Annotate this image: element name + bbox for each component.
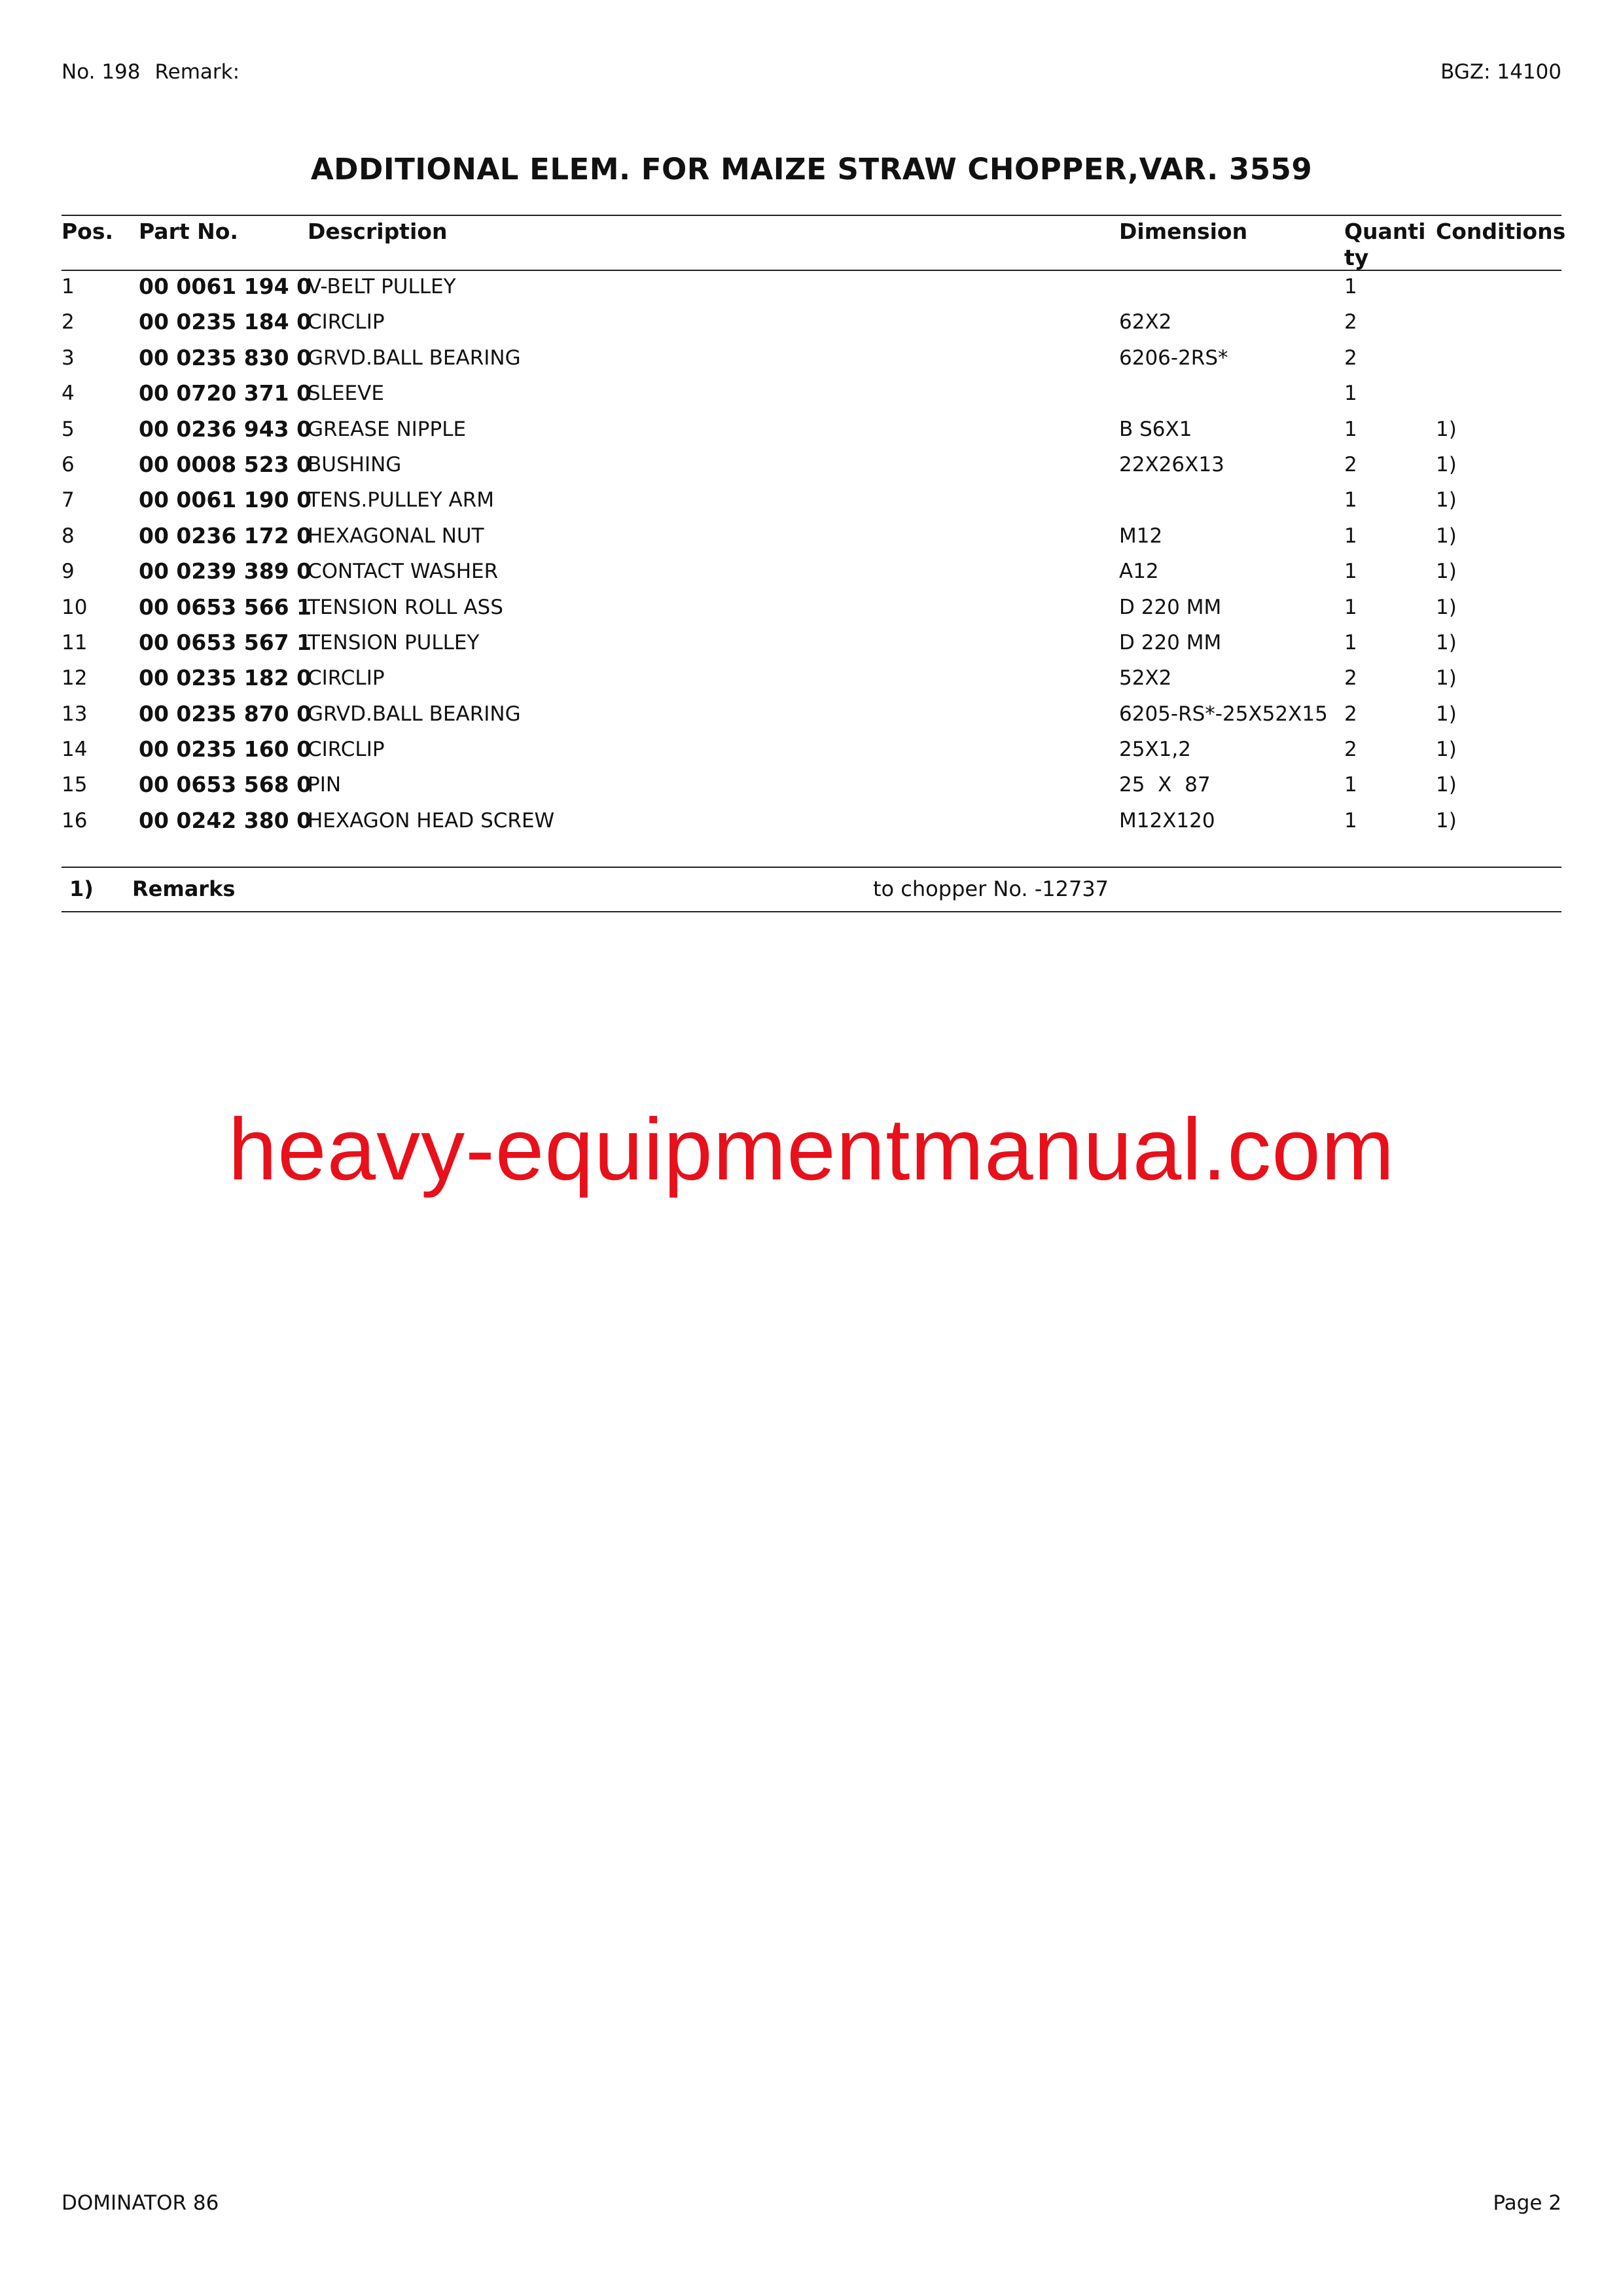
- cell-description: GRVD.BALL BEARING: [308, 702, 521, 726]
- table-row: [62, 627, 1561, 662]
- cell-part-no: 00 0653 568 0: [139, 772, 312, 798]
- cell-conditions: 1): [1436, 452, 1457, 476]
- table-row: [62, 414, 1561, 449]
- cell-description: GREASE NIPPLE: [308, 417, 467, 441]
- cell-description: CONTACT WASHER: [308, 560, 499, 584]
- cell-quantity: 2: [1344, 310, 1357, 334]
- table-row: [62, 484, 1561, 520]
- cell-conditions: 1): [1436, 773, 1457, 797]
- cell-conditions: 1): [1436, 417, 1457, 441]
- table-row: [62, 769, 1561, 804]
- cell-part-no: 00 0720 371 0: [139, 380, 312, 406]
- cell-description: CIRCLIP: [308, 666, 385, 691]
- cell-quantity: 2: [1344, 666, 1357, 691]
- cell-conditions: 1): [1436, 630, 1457, 655]
- cell-quantity: 2: [1344, 702, 1357, 726]
- cell-pos: 2: [62, 310, 75, 334]
- cell-quantity: 1: [1344, 417, 1357, 441]
- cell-part-no: 00 0653 567 1: [139, 629, 312, 655]
- cell-pos: 9: [62, 560, 75, 584]
- cell-pos: 6: [62, 452, 75, 476]
- cell-description: HEXAGON HEAD SCREW: [308, 808, 555, 833]
- cell-description: CIRCLIP: [308, 738, 385, 762]
- table-row: [62, 449, 1561, 484]
- cell-pos: 3: [62, 346, 75, 370]
- cell-description: V-BELT PULLEY: [308, 275, 456, 298]
- document-number: No. 198: [62, 60, 141, 84]
- table-row: [62, 556, 1561, 591]
- col-header-dimension: Dimension: [1119, 219, 1248, 244]
- cell-pos: 1: [62, 275, 75, 298]
- cell-conditions: 1): [1436, 488, 1457, 512]
- cell-part-no: 00 0242 380 0: [139, 807, 312, 833]
- col-header-quantity: [1344, 219, 1429, 271]
- cell-quantity: 1: [1344, 275, 1357, 298]
- cell-pos: 12: [62, 666, 88, 691]
- cell-pos: 11: [62, 630, 88, 655]
- cell-pos: 10: [62, 595, 88, 619]
- col-header-pos: Pos.: [62, 219, 114, 244]
- cell-quantity: 1: [1344, 630, 1357, 655]
- remark-label: Remark:: [154, 60, 240, 84]
- cell-quantity: 1: [1344, 488, 1357, 512]
- cell-description: TENSION ROLL ASS: [308, 595, 503, 619]
- table-row: [62, 698, 1561, 734]
- cell-conditions: 1): [1436, 560, 1457, 584]
- cell-dimension: M12: [1119, 524, 1163, 548]
- cell-pos: 8: [62, 524, 75, 548]
- cell-dimension: 25X1,2: [1119, 738, 1191, 762]
- cell-conditions: 1): [1436, 702, 1457, 726]
- cell-description: BUSHING: [308, 452, 402, 476]
- cell-quantity: 2: [1344, 346, 1357, 370]
- table-row: [62, 662, 1561, 698]
- cell-dimension: B S6X1: [1119, 417, 1192, 441]
- cell-dimension: D 220 MM: [1119, 595, 1222, 619]
- cell-pos: 13: [62, 702, 88, 726]
- table-row: [62, 592, 1561, 627]
- page-title: ADDITIONAL ELEM. FOR MAIZE STRAW CHOPPER,VAR. 3559: [310, 152, 1313, 187]
- cell-quantity: 1: [1344, 773, 1357, 797]
- cell-dimension: 25 X 87: [1119, 773, 1211, 797]
- table-row: [62, 342, 1561, 378]
- col-header-quantity-line1: Quanti: [1344, 219, 1426, 244]
- cell-part-no: 00 0061 194 0: [139, 274, 312, 299]
- cell-conditions: 1): [1436, 738, 1457, 762]
- table-body: [62, 271, 1561, 840]
- cell-conditions: 1): [1436, 524, 1457, 548]
- col-header-description: Description: [308, 219, 448, 244]
- table-row: [62, 520, 1561, 556]
- cell-part-no: 00 0008 523 0: [139, 451, 312, 477]
- table-row: [62, 378, 1561, 413]
- cell-dimension: 6206-2RS*: [1119, 346, 1228, 370]
- footer-page-number: Page 2: [1493, 2191, 1561, 2215]
- cell-description: PIN: [308, 773, 342, 797]
- cell-part-no: 00 0235 160 0: [139, 736, 312, 762]
- cell-dimension: M12X120: [1119, 808, 1215, 833]
- cell-part-no: 00 0236 172 0: [139, 522, 312, 548]
- cell-quantity: 1: [1344, 808, 1357, 833]
- cell-dimension: 52X2: [1119, 666, 1172, 691]
- cell-conditions: 1): [1436, 666, 1457, 691]
- cell-dimension: 62X2: [1119, 310, 1172, 334]
- col-header-quantity-line2: ty: [1344, 245, 1369, 270]
- cell-pos: 15: [62, 773, 88, 797]
- parts-table: [62, 215, 1566, 840]
- cell-pos: 4: [62, 382, 75, 406]
- watermark-text: heavy-equipmentmanual.com: [228, 1101, 1395, 1198]
- cell-description: GRVD.BALL BEARING: [308, 346, 521, 370]
- cell-description: TENS.PULLEY ARM: [308, 488, 495, 512]
- cell-pos: 14: [62, 738, 88, 762]
- cell-part-no: 00 0235 184 0: [139, 309, 312, 335]
- cell-dimension: A12: [1119, 560, 1159, 584]
- table-row: [62, 805, 1561, 840]
- cell-part-no: 00 0235 830 0: [139, 344, 312, 370]
- remarks-bar: [62, 867, 1561, 912]
- remarks-number: 1): [69, 876, 94, 901]
- col-header-conditions: Conditions: [1436, 219, 1566, 244]
- cell-dimension: 6205-RS*-25X52X15: [1119, 702, 1328, 726]
- cell-quantity: 1: [1344, 524, 1357, 548]
- cell-quantity: 1: [1344, 560, 1357, 584]
- cell-quantity: 1: [1344, 595, 1357, 619]
- cell-conditions: 1): [1436, 595, 1457, 619]
- cell-quantity: 2: [1344, 452, 1357, 476]
- table-row: [62, 271, 1561, 306]
- cell-pos: 5: [62, 417, 75, 441]
- remarks-label: Remarks: [132, 876, 236, 901]
- cell-description: TENSION PULLEY: [308, 630, 480, 655]
- cell-quantity: 1: [1344, 382, 1357, 406]
- remarks-text: to chopper No. -12737: [873, 876, 1109, 901]
- cell-pos: 16: [62, 808, 88, 833]
- cell-pos: 7: [62, 488, 75, 512]
- table-row: [62, 306, 1561, 342]
- cell-description: CIRCLIP: [308, 310, 385, 334]
- header-left: [62, 60, 254, 84]
- col-header-part-no: Part No.: [139, 219, 238, 244]
- cell-part-no: 00 0061 190 0: [139, 487, 312, 513]
- cell-part-no: 00 0239 389 0: [139, 558, 312, 584]
- cell-description: SLEEVE: [308, 382, 384, 406]
- cell-conditions: 1): [1436, 808, 1457, 833]
- cell-part-no: 00 0236 943 0: [139, 416, 312, 442]
- cell-dimension: D 220 MM: [1119, 630, 1222, 655]
- cell-quantity: 2: [1344, 738, 1357, 762]
- cell-part-no: 00 0653 566 1: [139, 594, 312, 620]
- cell-description: HEXAGONAL NUT: [308, 524, 484, 548]
- table-header: [62, 215, 1566, 271]
- table-row: [62, 734, 1561, 769]
- footer-model: DOMINATOR 86: [62, 2191, 219, 2215]
- cell-part-no: 00 0235 182 0: [139, 665, 312, 691]
- bgz-code: BGZ: 14100: [1440, 60, 1561, 84]
- cell-part-no: 00 0235 870 0: [139, 700, 312, 726]
- cell-dimension: 22X26X13: [1119, 452, 1224, 476]
